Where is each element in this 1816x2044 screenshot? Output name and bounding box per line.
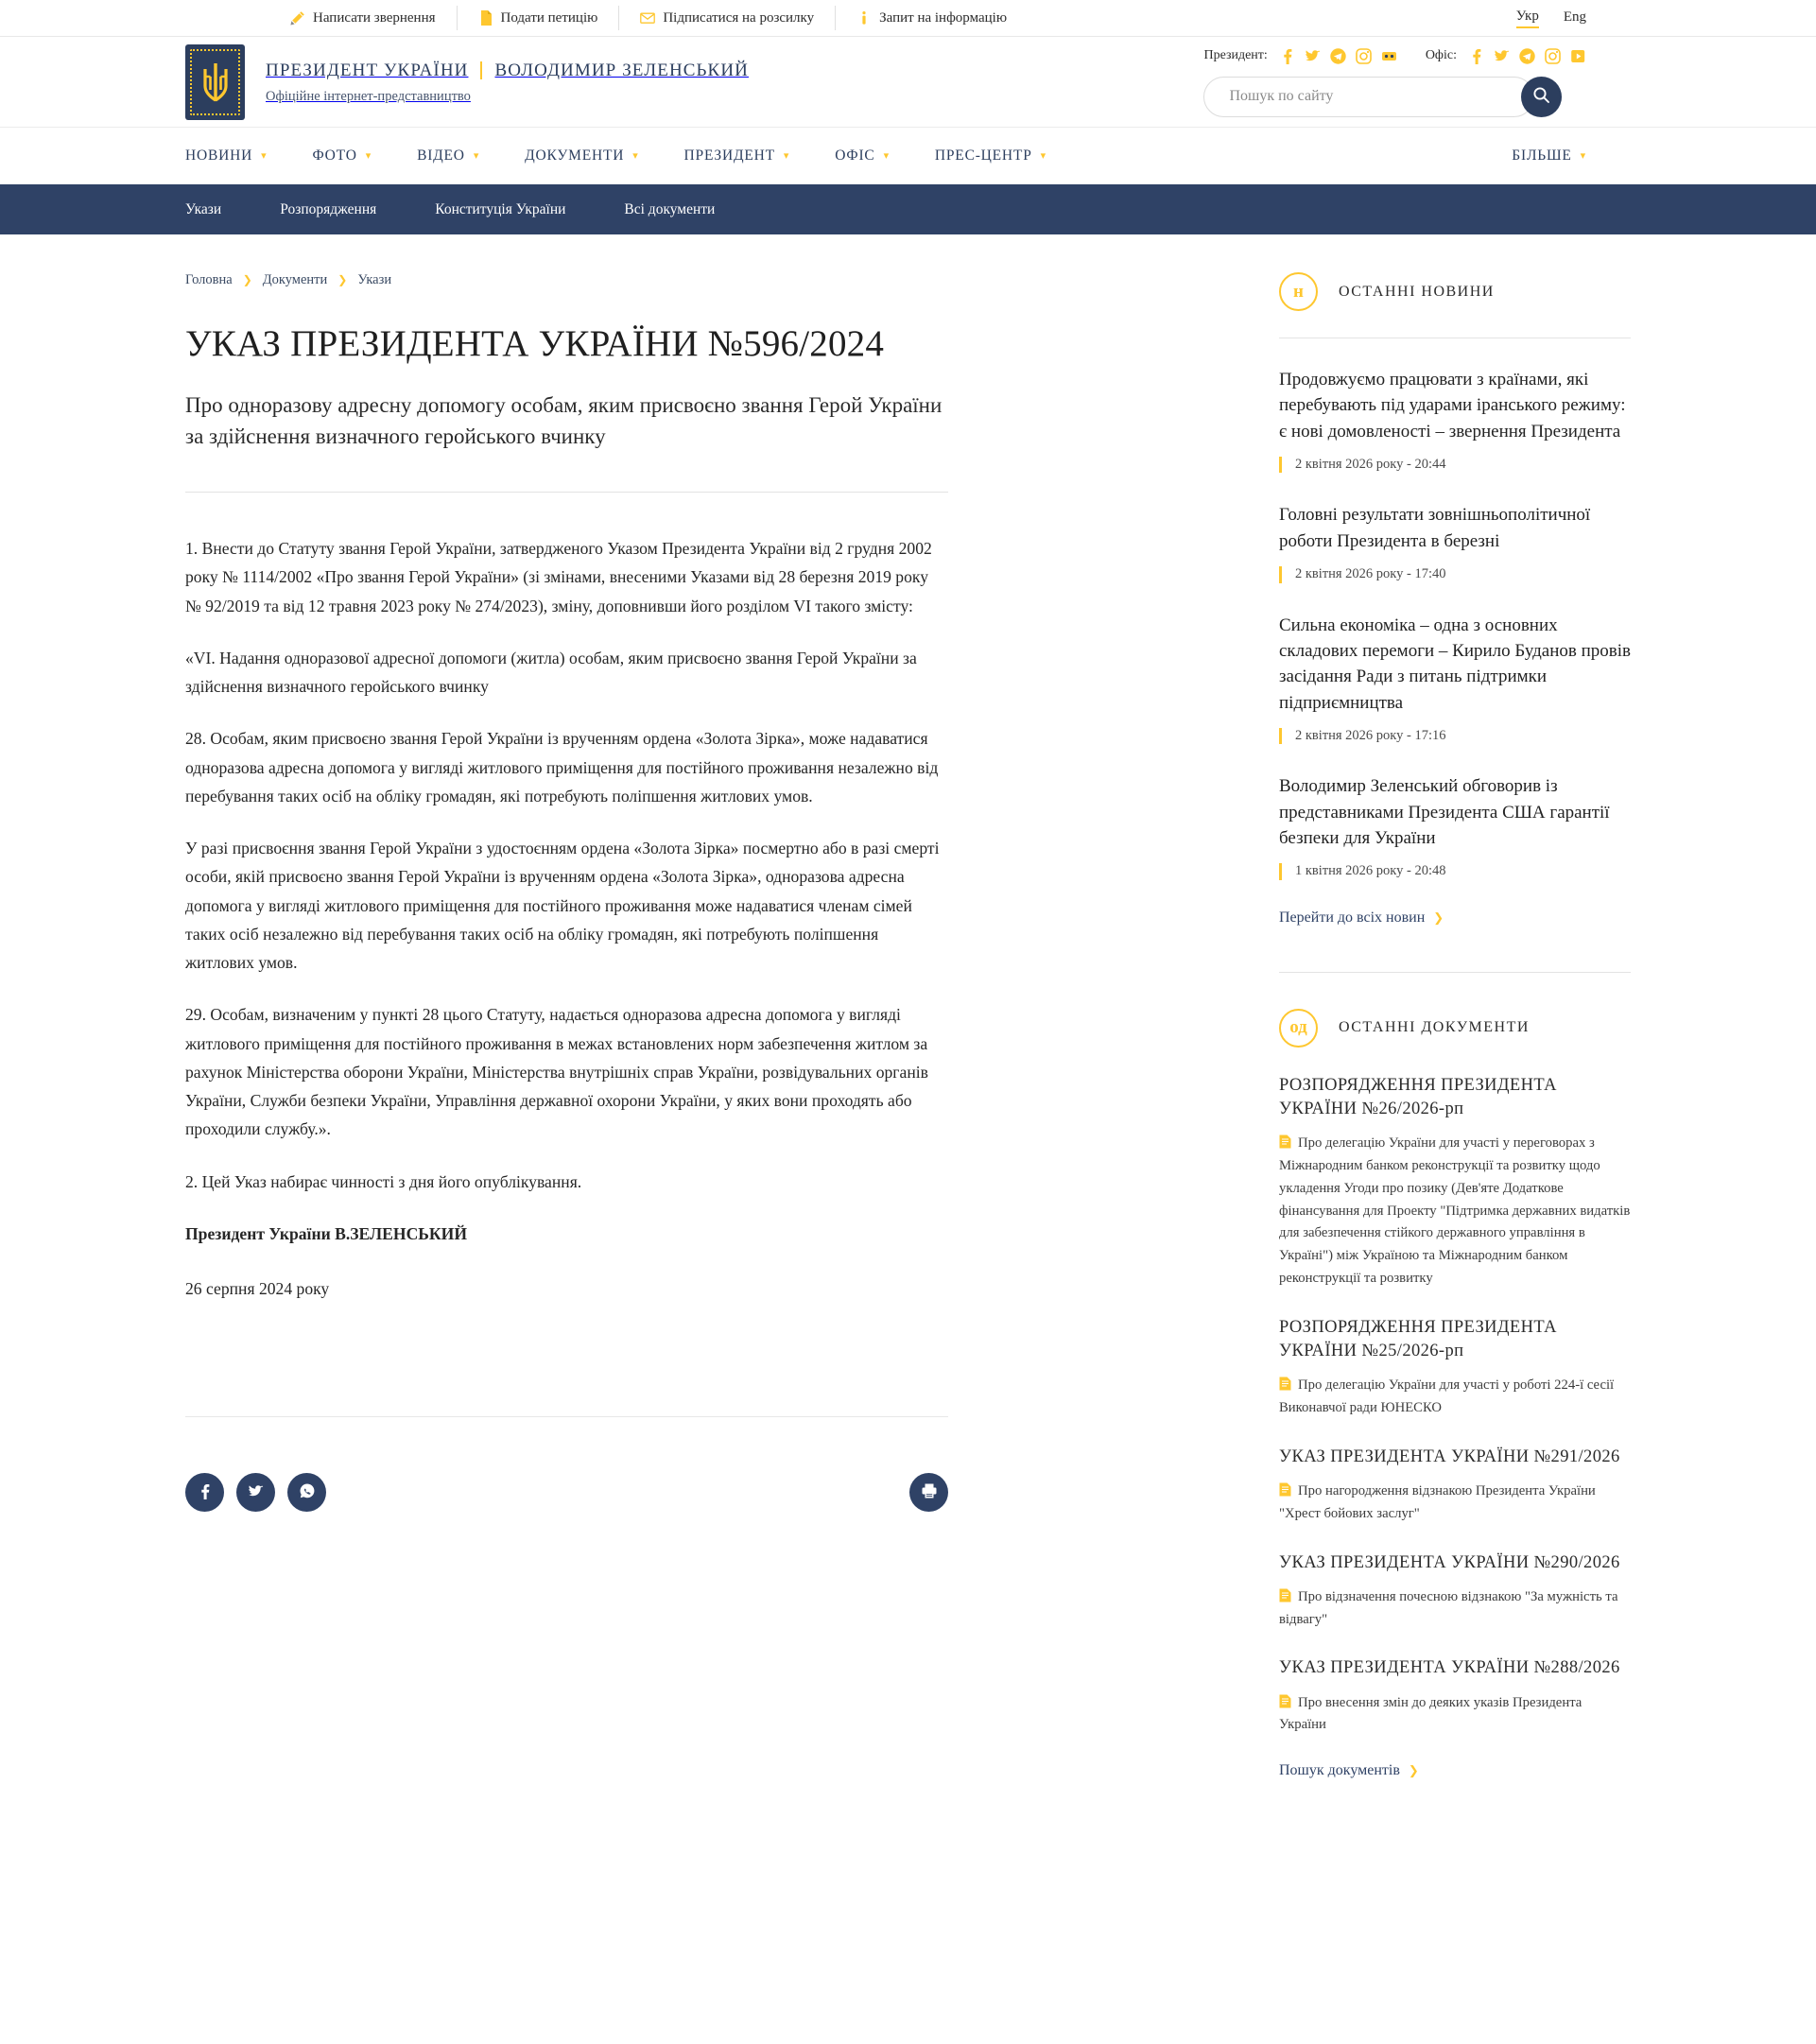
social-group-office <box>1426 48 1586 64</box>
document-item-title[interactable]: УКАЗ ПРЕЗИДЕНТА УКРАЇНИ №290/2026 <box>1279 1552 1620 1572</box>
site-search <box>1203 77 1562 117</box>
news-item-title[interactable]: Продовжуємо працювати з країнами, які перебувають під ударами іранського режиму: є нові домовленості – звернення Президента <box>1279 370 1626 442</box>
info-icon <box>856 10 872 26</box>
content-area <box>0 234 1816 1893</box>
document-paragraph: «VI. Надання одноразової адресної допомоги (житла) особам, яким присвоєно звання Герой України за здійснення визначного геройського вчинку <box>185 648 917 697</box>
all-news-link-label: Перейти до всіх новин <box>1279 909 1426 926</box>
nav-item-label: ДОКУМЕНТИ <box>525 147 625 164</box>
brand-title-office: ПРЕЗИДЕНТ УКРАЇНИ <box>266 60 469 80</box>
nav-item-label: ПРЕЗИДЕНТ <box>683 147 775 164</box>
file-icon <box>1279 1694 1291 1708</box>
chevron-right-icon: ❯ <box>337 273 348 286</box>
document-search-link-label: Пошук документів <box>1279 1762 1400 1779</box>
document-list-item <box>1279 1656 1631 1737</box>
chevron-down-icon: ▾ <box>883 149 890 162</box>
document-paragraph: 29. Особам, визначеним у пункті 28 цього Статуту, надається одноразова адресна допомога у вигляді житлового приміщення для постійного проживання в межах встановлених норм забезпечення житлом за рахунок Міністерства оборони України, Міністерства внутрішніх справ України, розвідувальних органів України, Служби безпеки України, Управління державної охорони України, у яких вони проходять або проходили службу.». <box>185 1005 928 1139</box>
twitter-share-button[interactable] <box>236 1473 275 1512</box>
nav-item-label: БІЛЬШЕ <box>1512 147 1572 164</box>
document-icon <box>478 10 493 26</box>
document-item-title[interactable]: УКАЗ ПРЕЗИДЕНТА УКРАЇНИ №291/2026 <box>1279 1446 1620 1466</box>
sidebar-section-title: ОСТАННІ НОВИНИ <box>1339 283 1495 300</box>
news-item-date: 2 квітня 2026 року - 17:40 <box>1279 566 1631 582</box>
file-icon <box>1279 1377 1291 1391</box>
chevron-down-icon: ▾ <box>1040 149 1046 162</box>
news-item-date: 1 квітня 2026 року - 20:48 <box>1279 863 1631 879</box>
breadcrumb <box>185 272 948 288</box>
whatsapp-icon <box>299 1482 316 1502</box>
breadcrumb-item-documents[interactable]: Документи <box>262 272 328 287</box>
chevron-down-icon: ▾ <box>365 149 372 162</box>
social-group-president <box>1203 48 1396 64</box>
primary-navigation <box>0 128 1816 184</box>
secondary-navigation <box>0 184 1816 234</box>
nav-item-president[interactable] <box>684 147 790 165</box>
instagram-icon[interactable] <box>1545 48 1561 64</box>
utility-top-bar <box>0 0 1816 37</box>
nav-item-label: НОВИНИ <box>185 147 253 164</box>
twitter-icon[interactable] <box>1305 48 1321 64</box>
nav-item-video[interactable] <box>417 147 479 165</box>
document-column <box>178 234 948 1530</box>
document-item-description[interactable] <box>1279 1692 1631 1738</box>
news-list-item <box>1279 613 1631 745</box>
document-search-link[interactable] <box>1279 1762 1631 1779</box>
chevron-down-icon: ▾ <box>1580 149 1586 162</box>
whatsapp-share-button[interactable] <box>287 1473 326 1512</box>
news-item-date: 2 квітня 2026 року - 20:44 <box>1279 457 1631 473</box>
document-body <box>185 534 948 1303</box>
document-list-item <box>1279 1074 1631 1290</box>
utility-link-label: Підписатися на розсилку <box>663 9 815 26</box>
document-item-description-text: Про відзначення почесною відзнакою "За мужність та відвагу" <box>1279 1588 1618 1627</box>
document-item-title[interactable]: УКАЗ ПРЕЗИДЕНТА УКРАЇНИ №288/2026 <box>1279 1658 1620 1678</box>
envelope-icon <box>640 10 655 26</box>
sidebar-latest-documents <box>1279 1009 1631 1789</box>
facebook-icon <box>197 1483 213 1502</box>
document-item-description-text: Про внесення змін до деяких указів Президента України <box>1279 1694 1583 1733</box>
facebook-share-button[interactable] <box>185 1473 224 1512</box>
nav-item-office[interactable] <box>835 147 890 165</box>
document-item-description-text: Про делегацію України для участі у роботі 224-ї сесії Виконавчої ради ЮНЕСКО <box>1279 1377 1615 1415</box>
facebook-icon[interactable] <box>1279 48 1295 64</box>
twitter-icon <box>248 1483 264 1502</box>
nav-item-news[interactable] <box>185 147 267 165</box>
sidebar-section-title: ОСТАННІ ДОКУМЕНТИ <box>1339 1019 1530 1036</box>
file-icon <box>1279 1482 1291 1497</box>
language-option-ukr[interactable]: Укр <box>1516 9 1539 28</box>
document-list-item <box>1279 1446 1631 1526</box>
news-item-title[interactable]: Головні результати зовнішньополітичної роботи Президента в березні <box>1279 505 1591 551</box>
document-paragraph: 2. Цей Указ набирає чинності з дня його опублікування. <box>185 1171 582 1191</box>
file-icon <box>1279 1135 1291 1149</box>
print-button[interactable] <box>909 1473 948 1512</box>
utility-link-submit-petition[interactable] <box>458 6 620 30</box>
subnav-item-all-documents[interactable]: Всі документи <box>624 200 716 217</box>
document-paragraph: У разі присвоєння звання Герой України з удостоєнням ордена «Золота Зірка» посмертно або в разі смерті особи, якій присвоєно звання Герой України із врученням ордена «Золота Зірка», одноразова адресна допомога у вигляді житлового приміщення для постійного проживання може надаватися членам сімей таких осіб незалежно від перебування таких осіб на обліку громадян, які потребують поліпшення житлових умов. <box>185 839 940 973</box>
chevron-down-icon: ▾ <box>783 149 790 162</box>
news-list-item <box>1279 502 1631 582</box>
chevron-down-icon: ▾ <box>473 149 480 162</box>
pencil-icon <box>290 10 305 26</box>
chevron-down-icon: ▾ <box>632 149 639 162</box>
sidebar <box>1279 234 1631 1893</box>
chevron-right-icon: ❯ <box>1408 1763 1419 1778</box>
document-list-item <box>1279 1316 1631 1420</box>
nav-item-label: ФОТО <box>312 147 357 164</box>
utility-link-write-appeal[interactable] <box>269 6 458 30</box>
nav-item-more[interactable] <box>1512 147 1586 165</box>
document-item-description[interactable] <box>1279 1586 1631 1632</box>
chevron-down-icon: ▾ <box>261 149 268 162</box>
document-paragraph: 28. Особам, яким присвоєно звання Герой України із врученням ордена «Золота Зірка», може надаватися одноразова адресна допомога у вигляді житлового приміщення для постійного проживання незалежно від перебування таких осіб на обліку громадян, які потребують поліпшення житлових умов. <box>185 729 939 805</box>
news-item-title[interactable]: Володимир Зеленський обговорив із представниками Президента США гарантії безпеки для України <box>1279 776 1610 849</box>
utility-link-label: Подати петицію <box>500 9 598 26</box>
search-input-wrapper[interactable] <box>1203 77 1534 117</box>
brand-title-name: ВОЛОДИМИР ЗЕЛЕНСЬКИЙ <box>494 60 749 80</box>
news-item-title[interactable]: Сильна економіка – одна з основних складових перемоги – Кирило Буданов провів засідання Ради з питань підтримки підприємництва <box>1279 615 1632 713</box>
utility-link-label: Запит на інформацію <box>879 9 1008 26</box>
subnav-item-orders[interactable]: Розпорядження <box>280 200 377 217</box>
news-list-item <box>1279 773 1631 879</box>
news-item-date: 2 квітня 2026 року - 17:16 <box>1279 728 1631 744</box>
utility-links <box>269 6 1028 30</box>
document-item-title[interactable]: РОЗПОРЯДЖЕННЯ ПРЕЗИДЕНТА УКРАЇНИ №26/2026-рп <box>1279 1075 1557 1119</box>
file-icon <box>1279 1588 1291 1602</box>
document-signature: Президент України В.ЗЕЛЕНСЬКИЙ <box>185 1223 468 1243</box>
utility-link-info-request[interactable] <box>836 6 1028 30</box>
social-group-label: Президент: <box>1203 48 1268 62</box>
document-list-item <box>1279 1551 1631 1632</box>
news-badge-icon: н <box>1279 272 1318 311</box>
nav-item-documents[interactable] <box>525 147 638 165</box>
divider <box>1279 972 1631 973</box>
nav-item-photo[interactable] <box>312 147 372 165</box>
document-item-description[interactable] <box>1279 1375 1631 1420</box>
utility-link-subscribe[interactable] <box>619 6 836 30</box>
search-input[interactable] <box>1229 88 1475 105</box>
language-option-eng[interactable]: Eng <box>1563 9 1586 25</box>
document-subtitle: Про одноразову адресну допомогу особам, яким присвоєно звання Герой України за здійснення визначного геройського вчинку <box>185 390 948 493</box>
site-logo-link[interactable] <box>185 44 749 120</box>
document-item-description[interactable] <box>1279 1481 1631 1526</box>
brand-separator <box>480 61 482 79</box>
nav-item-label: ВІДЕО <box>417 147 465 164</box>
search-submit-button[interactable] <box>1521 77 1562 117</box>
nav-item-press-center[interactable] <box>935 147 1046 165</box>
news-list-item <box>1279 367 1631 473</box>
document-paragraph: 1. Внести до Статуту звання Герой України, затвердженого Указом Президента України від 2 грудня 2002 року № 1114/2002 «Про звання Герой України» (зі змінами, внесеними Указами від 28 березня 2019 року № 92/2019 та від 12 травня 2023 року № 274/2023), зміну, доповнивши його розділом VI такого змісту: <box>185 539 932 615</box>
sidebar-latest-news <box>1279 272 1631 972</box>
flickr-icon[interactable] <box>1381 48 1397 64</box>
instagram-icon[interactable] <box>1356 48 1372 64</box>
telegram-icon[interactable] <box>1519 48 1535 64</box>
social-links-row <box>1203 48 1586 64</box>
breadcrumb-item-home[interactable]: Головна <box>185 272 233 287</box>
document-item-description-text: Про нагородження відзнакою Президента України "Хрест бойових заслуг" <box>1279 1482 1596 1521</box>
ukraine-coat-of-arms-icon <box>185 44 245 120</box>
utility-link-label: Написати звернення <box>313 9 436 26</box>
search-icon <box>1532 86 1550 107</box>
language-switcher <box>1516 9 1638 28</box>
site-header <box>0 37 1816 128</box>
nav-item-label: ПРЕС-ЦЕНТР <box>934 147 1032 164</box>
telegram-icon[interactable] <box>1330 48 1346 64</box>
breadcrumb-item-decrees[interactable]: Укази <box>357 272 392 287</box>
document-item-description[interactable] <box>1279 1133 1631 1290</box>
facebook-icon[interactable] <box>1468 48 1484 64</box>
document-item-description-text: Про делегацію України для участі у переговорах з Міжнародним банком реконструкції та розвитку щодо укладення Угоди про позику (Дев'яте Додаткове фінансування для Проекту "Підтримка державних видатків для забезпечення стійкого державного управління в Україні") між Україною та Міжнародним банком реконструкції та розвитку <box>1279 1135 1631 1287</box>
twitter-icon[interactable] <box>1494 48 1510 64</box>
nav-item-label: ОФІС <box>835 147 875 164</box>
social-group-label: Офіс: <box>1425 48 1457 62</box>
share-buttons <box>185 1473 326 1512</box>
subnav-item-decrees[interactable]: Укази <box>185 200 222 217</box>
chevron-right-icon: ❯ <box>1433 909 1444 925</box>
documents-badge-icon: од <box>1279 1009 1318 1048</box>
page-title: УКАЗ ПРЕЗИДЕНТА УКРАЇНИ №596/2024 <box>185 323 885 364</box>
chevron-right-icon: ❯ <box>242 273 252 286</box>
all-news-link[interactable] <box>1279 909 1631 927</box>
subnav-item-constitution[interactable]: Конституція України <box>435 200 566 217</box>
document-item-title[interactable]: РОЗПОРЯДЖЕННЯ ПРЕЗИДЕНТА УКРАЇНИ №25/2026-рп <box>1279 1317 1557 1361</box>
youtube-icon[interactable] <box>1570 48 1586 64</box>
document-footer-actions <box>185 1416 948 1530</box>
printer-icon <box>921 1482 938 1502</box>
brand-tagline: Офіційне інтернет-представництво <box>266 88 471 104</box>
document-date: 26 серпня 2024 року <box>185 1279 330 1299</box>
